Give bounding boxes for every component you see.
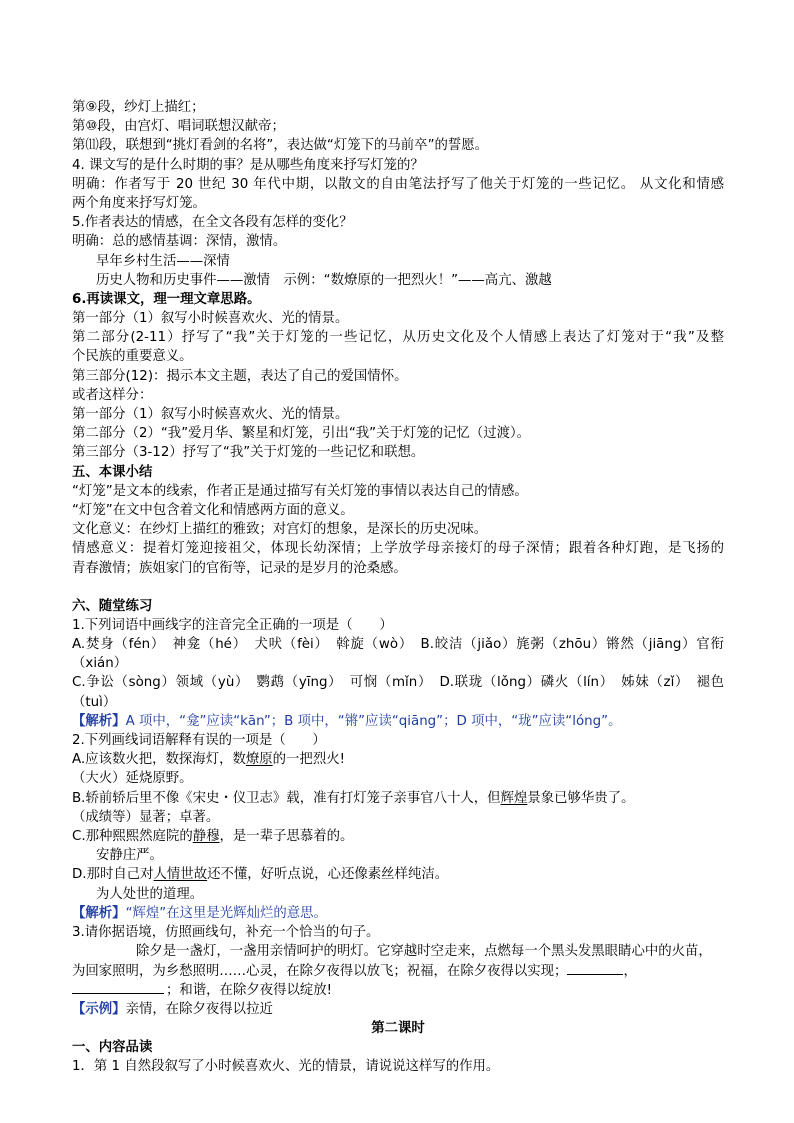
example-answer: 【示例】亲情，在除夕夜得以拉近 bbox=[72, 1001, 273, 1017]
question-6: 6.再读课文，理一理文章思路。 bbox=[72, 291, 261, 307]
answer-line: 历史人物和历史事件——激情 示例：“数燎原的一把烈火！”——高亢、激越 bbox=[96, 272, 552, 288]
summary-line: “灯笼”在文中包含着文化和情感两方面的意义。 bbox=[72, 502, 354, 518]
analysis-label: 【解析】 bbox=[72, 713, 126, 729]
outline-line: 第二部分（2）“我”爱月华、繁星和灯笼，引出“我”关于灯笼的记忆（过渡）。 bbox=[72, 426, 531, 442]
option-line: A.焚身（fén） 神龛（hé） 犬吠（fèi） 斡旋（wò） B.皎洁（jiǎo）旄粥（zhōu）锵然（jiāng）官衔 bbox=[72, 637, 724, 653]
outline-line: 第三部分（3-12）抒写了“我”关于灯笼的一些记忆和联想。 bbox=[72, 445, 425, 461]
outline-line: 第一部分（1）叙写小时候喜欢火、光的情景。 bbox=[72, 407, 349, 422]
option-explanation: 安静庄严。 bbox=[96, 848, 163, 864]
exercise-question-1: 1.下列词语中画线字的注音完全正确的一项是（ ） bbox=[72, 617, 393, 633]
option-explanation: （大火）延烧原野。 bbox=[72, 771, 193, 787]
answer-line: 早年乡村生活——深情 bbox=[96, 253, 230, 269]
text-line: 第⑩段，由宫灯、唱词联想汉献帝； bbox=[72, 119, 285, 135]
outline-line: 第二部分(2-11）抒写了“我”关于灯笼的一些记忆，从历史文化及个人情感上表达了灯笼对于“我”及整 bbox=[72, 330, 724, 346]
section-heading-1: 一、内容品读 bbox=[72, 1040, 153, 1055]
text-line: 第⑾段，联想到“挑灯看剑的名将”，表达做“灯笼下的马前卒”的誓愿。 bbox=[72, 138, 489, 154]
option-line: （xián） bbox=[72, 656, 128, 672]
answer-line: 两个角度来抒写灯笼。 bbox=[72, 195, 206, 211]
summary-line: 青春激情；族姐家门的官衔等，记录的是岁月的沧桑感。 bbox=[72, 560, 407, 576]
exercise-question-2: 2.下列画线词语解释有误的一项是（ ） bbox=[72, 733, 326, 748]
summary-line: 情感意义：提着灯笼迎接祖父，体现长幼深情；上学放学母亲接灯的母子深情；跟着各种灯跑，是飞扬的 bbox=[72, 541, 724, 557]
passage-line: ；和谐，在除夕夜得以绽放! bbox=[72, 980, 724, 999]
option-line: B.轿前轿后里不像《宋史・仪卫志》载，准有打灯笼子亲事官八十人，但辉煌景象已够华贵了。 bbox=[72, 790, 635, 806]
analysis-1: 【解析】A 项中，“龛”应读“kān”；B 项中，“锵”应读“qiāng”；D 项中，“珑”应读“lóng”。 bbox=[72, 713, 622, 729]
section-heading-6: 六、随堂练习 bbox=[72, 598, 153, 614]
answer-line: 明确：作者写于 20 世纪 30 年代中期，以散文的自由笔法抒写了他关于灯笼的一些记忆。 从文化和情感 bbox=[72, 176, 724, 192]
answer-blank[interactable] bbox=[72, 980, 164, 994]
content-question-1: 1．第 1 自然段叙写了小时候喜欢火、光的情景，请说说这样写的作用。 bbox=[72, 1059, 500, 1075]
document-page bbox=[72, 98, 724, 1076]
analysis-label: 【解析】 bbox=[72, 905, 126, 921]
answer-blank[interactable] bbox=[567, 961, 623, 975]
answer-line: 明确：总的感情基调：深情，激情。 bbox=[72, 234, 287, 250]
option-explanation: （成绩等）显著；卓著。 bbox=[72, 809, 220, 825]
lesson-title: 第二课时 bbox=[371, 1020, 425, 1036]
outline-line: 第三部分(12)：揭示本文主题，表达了自己的爱国情怀。 bbox=[72, 368, 408, 384]
outline-line: 或者这样分： bbox=[72, 387, 153, 403]
analysis-2: 【解析】“辉煌”在这里是光辉灿烂的意思。 bbox=[72, 905, 327, 921]
text-line: 第⑨段，纱灯上描红； bbox=[72, 100, 205, 115]
option-explanation: 为人处世的道理。 bbox=[96, 886, 204, 902]
passage-line: 为回家照明，为乡愁照明……心灵，在除夕夜得以放飞；祝福，在除夕夜得以实现； ， bbox=[72, 961, 724, 980]
option-line: （tuì） bbox=[72, 694, 117, 710]
question-4: 4. 课文写的是什么时期的事？是从哪些角度来抒写灯笼的？ bbox=[72, 157, 424, 173]
option-line: C.那种熙熙然庭院的静穆，是一辈子思慕着的。 bbox=[72, 828, 354, 844]
summary-line: 文化意义：在纱灯上描红的雅致；对宫灯的想象，是深长的历史况味。 bbox=[72, 522, 488, 538]
option-line: A.应该数火把，数探海灯，数燎原的一把烈火! bbox=[72, 752, 345, 768]
exercise-question-3: 3.请你据语境，仿照画线句，补充一个恰当的句子。 bbox=[72, 924, 380, 940]
outline-line: 第一部分（1）叙写小时候喜欢火、光的情景。 bbox=[72, 311, 349, 327]
passage-line: 除夕是一盏灯，一盏用亲情呵护的明灯。它穿越时空走来，点燃每一个黑头发黑眼睛心中的火苗， bbox=[136, 944, 712, 960]
question-5: 5.作者表达的情感，在全文各段有怎样的变化？ bbox=[72, 215, 353, 231]
summary-line: “灯笼”是文本的线索，作者正是通过描写有关灯笼的事情以表达自己的情感。 bbox=[72, 483, 528, 499]
section-heading-5: 五、本课小结 bbox=[72, 464, 153, 480]
outline-line: 个民族的重要意义。 bbox=[72, 349, 193, 365]
option-line: D.那时自己对人情世故还不懂，好听点说，心还像素丝样纯洁。 bbox=[72, 867, 449, 883]
option-line: C.争讼（sòng）领域（yù） 鹦鹉（yīng） 可悯（mǐn） D.联珑（lǒng）磷火（lín） 姊妹（zǐ） 褪色 bbox=[72, 675, 724, 691]
